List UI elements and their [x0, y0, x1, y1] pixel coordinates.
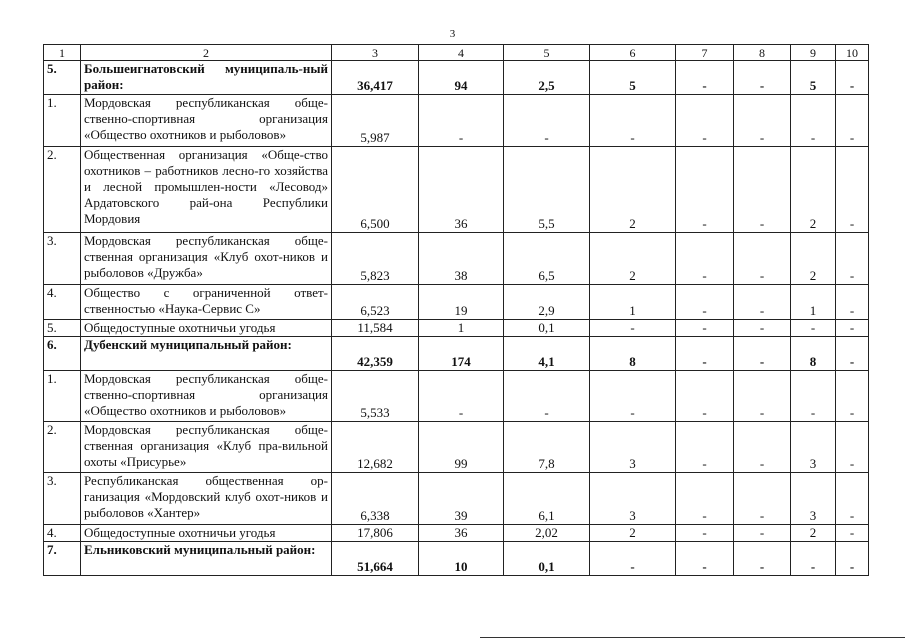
organization-name: Общедоступные охотничьи угодья [81, 525, 332, 542]
col-5-value: 2,5 [504, 61, 590, 95]
col-10-value: - [836, 61, 869, 95]
organization-row [44, 422, 869, 473]
col-10-value: - [836, 147, 869, 233]
col-3-value: 51,664 [332, 542, 419, 576]
col-5-value: 7,8 [504, 422, 590, 473]
col-8-value: - [734, 371, 791, 422]
hunting-grounds-table [43, 44, 869, 576]
col-7-value: - [676, 525, 734, 542]
organization-name: Общедоступные охотничьи угодья [81, 320, 332, 337]
row-number: 3. [44, 473, 81, 525]
organization-row [44, 285, 869, 320]
col-3-value: 17,806 [332, 525, 419, 542]
col-8-value: - [734, 473, 791, 525]
col-4-value: - [419, 95, 504, 147]
col-9-value: 5 [791, 61, 836, 95]
column-number: 4 [419, 45, 504, 61]
organization-row [44, 320, 869, 337]
col-4-value: 174 [419, 337, 504, 371]
col-8-value: - [734, 542, 791, 576]
col-5-value: 0,1 [504, 542, 590, 576]
col-8-value: - [734, 95, 791, 147]
col-5-value: 4,1 [504, 337, 590, 371]
col-3-value: 6,523 [332, 285, 419, 320]
column-number: 8 [734, 45, 791, 61]
row-number: 3. [44, 233, 81, 285]
column-number: 9 [791, 45, 836, 61]
organization-row [44, 233, 869, 285]
col-6-value: 1 [590, 285, 676, 320]
col-5-value: - [504, 95, 590, 147]
col-3-value: 11,584 [332, 320, 419, 337]
col-4-value: 36 [419, 525, 504, 542]
col-6-value: 5 [590, 61, 676, 95]
col-9-value: 2 [791, 233, 836, 285]
col-10-value: - [836, 320, 869, 337]
column-number: 1 [44, 45, 81, 61]
col-3-value: 5,823 [332, 233, 419, 285]
column-number: 3 [332, 45, 419, 61]
col-6-value: - [590, 95, 676, 147]
col-4-value: 36 [419, 147, 504, 233]
col-8-value: - [734, 285, 791, 320]
col-7-value: - [676, 320, 734, 337]
column-number: 5 [504, 45, 590, 61]
col-9-value: - [791, 320, 836, 337]
col-3-value: 6,338 [332, 473, 419, 525]
col-10-value: - [836, 525, 869, 542]
district-row [44, 542, 869, 576]
col-3-value: 12,682 [332, 422, 419, 473]
col-7-value: - [676, 233, 734, 285]
col-9-value: - [791, 95, 836, 147]
col-5-value: - [504, 371, 590, 422]
col-9-value: 3 [791, 422, 836, 473]
col-3-value: 36,417 [332, 61, 419, 95]
column-number: 10 [836, 45, 869, 61]
organization-name: Ельниковский муниципальный район: [81, 542, 332, 576]
col-5-value: 6,1 [504, 473, 590, 525]
col-6-value: 2 [590, 525, 676, 542]
col-9-value: 2 [791, 147, 836, 233]
col-3-value: 5,533 [332, 371, 419, 422]
col-8-value: - [734, 525, 791, 542]
col-10-value: - [836, 371, 869, 422]
organization-row [44, 371, 869, 422]
district-row [44, 337, 869, 371]
col-9-value: 3 [791, 473, 836, 525]
col-7-value: - [676, 147, 734, 233]
col-4-value: 19 [419, 285, 504, 320]
organization-row [44, 525, 869, 542]
bottom-rule [480, 637, 905, 638]
col-10-value: - [836, 542, 869, 576]
col-9-value: 1 [791, 285, 836, 320]
col-5-value: 6,5 [504, 233, 590, 285]
col-9-value: - [791, 371, 836, 422]
col-7-value: - [676, 473, 734, 525]
col-10-value: - [836, 473, 869, 525]
organization-name: Большеигнатовский муниципаль-ный район: [81, 61, 332, 95]
col-7-value: - [676, 542, 734, 576]
col-6-value: - [590, 320, 676, 337]
col-3-value: 42,359 [332, 337, 419, 371]
col-4-value: - [419, 371, 504, 422]
col-10-value: - [836, 337, 869, 371]
col-6-value: 3 [590, 422, 676, 473]
col-7-value: - [676, 95, 734, 147]
organization-name: Мордовская республиканская обще-ственная организация «Клуб пра-вильной охоты «Присурье» [81, 422, 332, 473]
row-number: 1. [44, 95, 81, 147]
column-number: 6 [590, 45, 676, 61]
col-5-value: 5,5 [504, 147, 590, 233]
col-6-value: 2 [590, 147, 676, 233]
row-number: 1. [44, 371, 81, 422]
col-4-value: 39 [419, 473, 504, 525]
col-5-value: 2,02 [504, 525, 590, 542]
col-3-value: 6,500 [332, 147, 419, 233]
col-9-value: - [791, 542, 836, 576]
col-4-value: 99 [419, 422, 504, 473]
row-number: 7. [44, 542, 81, 576]
col-8-value: - [734, 422, 791, 473]
row-number: 5. [44, 61, 81, 95]
organization-name: Республиканская общественная ор-ганизация «Мордовский клуб охот-ников и рыболовов «Хантер» [81, 473, 332, 525]
col-5-value: 2,9 [504, 285, 590, 320]
organization-name: Общество с ограниченной ответ-ственностью «Наука-Сервис С» [81, 285, 332, 320]
col-6-value: 2 [590, 233, 676, 285]
col-5-value: 0,1 [504, 320, 590, 337]
col-10-value: - [836, 233, 869, 285]
col-8-value: - [734, 61, 791, 95]
organization-name: Мордовская республиканская обще-ственная организация «Клуб охот-ников и рыболовов «Дружба» [81, 233, 332, 285]
page-number: 3 [449, 28, 456, 40]
row-number: 2. [44, 147, 81, 233]
row-number: 6. [44, 337, 81, 371]
organization-name: Общественная организация «Обще-ство охотников – работников лесно-го хозяйства и лесной промышлен-ности «Лесовод» Ардатовского рай-она Республики Мордовия [81, 147, 332, 233]
col-7-value: - [676, 337, 734, 371]
column-number: 7 [676, 45, 734, 61]
col-4-value: 38 [419, 233, 504, 285]
row-number: 4. [44, 285, 81, 320]
row-number: 4. [44, 525, 81, 542]
row-number: 5. [44, 320, 81, 337]
col-7-value: - [676, 285, 734, 320]
col-4-value: 1 [419, 320, 504, 337]
col-7-value: - [676, 61, 734, 95]
col-7-value: - [676, 422, 734, 473]
col-3-value: 5,987 [332, 95, 419, 147]
column-number-row [44, 45, 869, 61]
col-8-value: - [734, 147, 791, 233]
col-10-value: - [836, 422, 869, 473]
col-8-value: - [734, 320, 791, 337]
col-6-value: - [590, 542, 676, 576]
col-4-value: 94 [419, 61, 504, 95]
col-6-value: 3 [590, 473, 676, 525]
col-6-value: - [590, 371, 676, 422]
col-10-value: - [836, 285, 869, 320]
col-8-value: - [734, 337, 791, 371]
organization-name: Дубенский муниципальный район: [81, 337, 332, 371]
col-10-value: - [836, 95, 869, 147]
row-number: 2. [44, 422, 81, 473]
district-row [44, 61, 869, 95]
col-8-value: - [734, 233, 791, 285]
col-7-value: - [676, 371, 734, 422]
organization-row [44, 95, 869, 147]
col-9-value: 2 [791, 525, 836, 542]
col-9-value: 8 [791, 337, 836, 371]
organization-name: Мордовская республиканская обще-ственно-спортивная организация «Общество охотников и рыболовов» [81, 371, 332, 422]
column-number: 2 [81, 45, 332, 61]
col-4-value: 10 [419, 542, 504, 576]
organization-name: Мордовская республиканская обще-ственно-спортивная организация «Общество охотников и рыболовов» [81, 95, 332, 147]
organization-row [44, 147, 869, 233]
organization-row [44, 473, 869, 525]
col-6-value: 8 [590, 337, 676, 371]
